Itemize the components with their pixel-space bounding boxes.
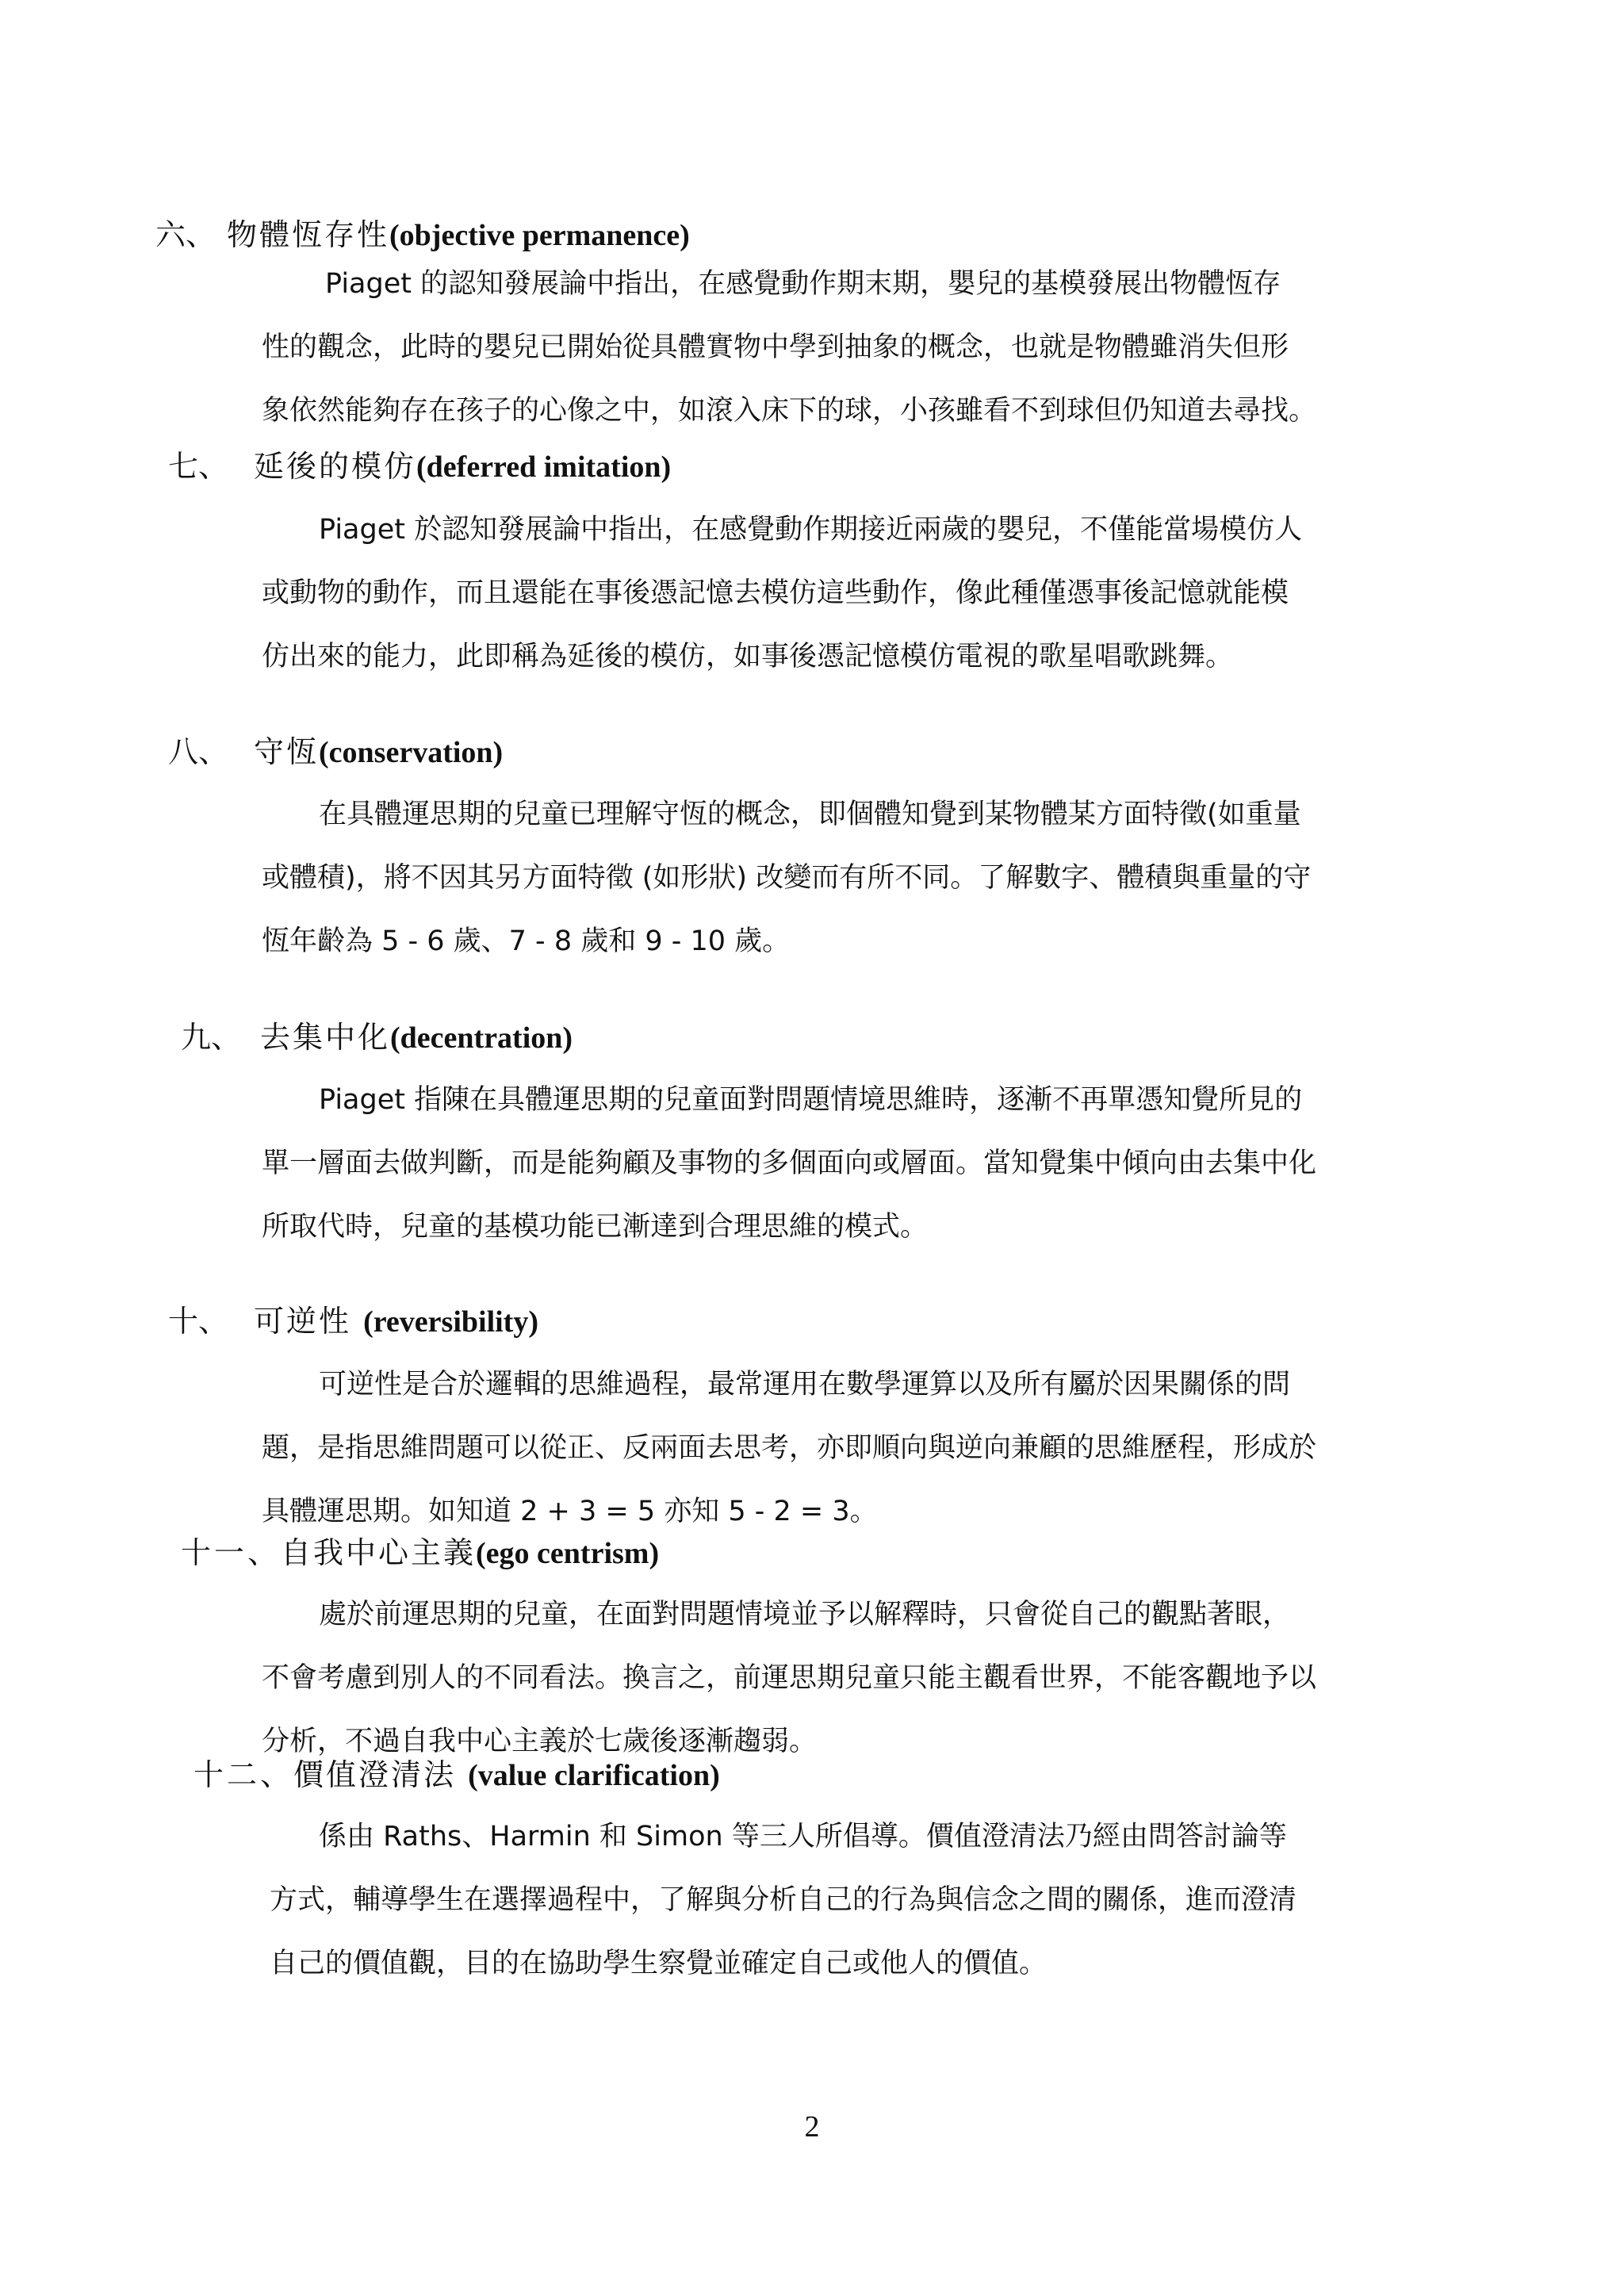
section-heading [168, 450, 671, 483]
section-number: 九、 [181, 1020, 242, 1055]
section-number: 八、 [168, 734, 229, 769]
section-title-english: (reversibility) [363, 1305, 538, 1339]
paragraph-line: 具體運思期。如知道 2 + 3 = 5 亦知 5 - 2 = 3。 [262, 1496, 878, 1527]
paragraph-line: Piaget 的認知發展論中指出，在感覺動作期末期，嬰兒的基模發展出物體恆存 [325, 268, 1281, 300]
section-title: 價值澄清法 [293, 1757, 469, 1792]
paragraph-line: 仿出來的能力，此即稱為延後的模仿，如事後憑記憶模仿電視的歌星唱歌跳舞。 [262, 641, 1234, 672]
section-paragraph [262, 1583, 1316, 1773]
page-number: 2 [804, 2110, 820, 2144]
section-title: 去集中化 [260, 1020, 391, 1055]
section-heading [168, 1305, 538, 1338]
section-paragraph [262, 498, 1302, 688]
section-title: 自我中心主義 [281, 1535, 477, 1570]
section-title: 守恆 [254, 734, 320, 769]
paragraph-line: 性的觀念，此時的嬰兒已開始從具體實物中學到抽象的概念，也就是物體雖消失但形 [262, 331, 1289, 363]
paragraph-line: Piaget 指陳在具體運思期的兒童面對問題情境思維時，逐漸不再單憑知覺所見的 [319, 1084, 1303, 1116]
paragraph-line: 自己的價值觀，目的在協助學生察覺並確定自己或他人的價值。 [270, 1948, 1048, 1979]
section-paragraph [262, 1068, 1316, 1259]
section-title-english: (value clarification) [468, 1759, 720, 1792]
paragraph-line: 可逆性是合於邏輯的思維過程，最常運用在數學運算以及所有屬於因果關係的問 [319, 1369, 1291, 1400]
section-number: 十、 [168, 1304, 229, 1339]
section-paragraph [262, 252, 1316, 443]
section-number: 十二、 [193, 1757, 294, 1792]
section-heading [168, 736, 503, 768]
section-heading [181, 1021, 573, 1054]
section-heading [193, 1759, 720, 1791]
section-title: 延後的模仿 [254, 449, 417, 484]
paragraph-line: 方式，輔導學生在選擇過程中，了解與分析自己的行為與信念之間的關係，進而澄清 [270, 1884, 1297, 1916]
paragraph-line: 或體積)，將不因其另方面特徵 (如形狀) 改變而有所不同。了解數字、體積與重量的守 [262, 862, 1312, 894]
paragraph-line: 不會考慮到別人的不同看法。換言之，前運思期兒童只能主觀看世界，不能客觀地予以 [262, 1662, 1317, 1694]
section-title: 可逆性 [254, 1304, 364, 1339]
section-number: 七、 [168, 449, 229, 484]
section-title-english: (decentration) [390, 1021, 573, 1055]
section-title-english: (objective permanence) [389, 219, 690, 252]
paragraph-line: 或動物的動作，而且還能在事後憑記憶去模仿這些動作，像此種僅憑事後記憶就能模 [262, 577, 1289, 609]
paragraph-line: 在具體運思期的兒童已理解守恆的概念，即個體知覺到某物體某方面特徵(如重量 [319, 799, 1301, 830]
section-title-english: (ego centrism) [476, 1537, 660, 1570]
section-number: 十一、 [181, 1535, 282, 1570]
section-paragraph [262, 783, 1311, 973]
paragraph-line: 題，是指思維問題可以從正、反兩面去思考，亦即順向與逆向兼顧的思維歷程，形成於 [262, 1432, 1317, 1464]
paragraph-line: 象依然能夠存在孩子的心像之中，如滾入床下的球，小孩雖看不到球但仍知道去尋找。 [262, 395, 1317, 427]
paragraph-line: 係由 Raths、Harmin 和 Simon 等三人所倡導。價值澄清法乃經由問答討論等 [319, 1821, 1287, 1852]
paragraph-line: 單一層面去做判斷，而是能夠顧及事物的多個面向或層面。當知覺集中傾向由去集中化 [262, 1148, 1317, 1179]
paragraph-line: 處於前運思期的兒童，在面對問題情境並予以解釋時，只會從自己的觀點著眼， [319, 1599, 1291, 1630]
section-title-english: (deferred imitation) [416, 450, 672, 484]
section-paragraph [262, 1353, 1316, 1543]
paragraph-line: 所取代時，兒童的基模功能已漸達到合理思維的模式。 [262, 1211, 929, 1243]
section-heading [181, 1537, 659, 1569]
section-title: 物體恆存性 [227, 217, 390, 252]
paragraph-line: 分析，不過自我中心主義於七歲後逐漸趨弱。 [262, 1726, 818, 1757]
section-title-english: (conservation) [319, 736, 504, 769]
section-number: 六、 [155, 217, 216, 252]
paragraph-line: 恆年齡為 5 - 6 歲、7 - 8 歲和 9 - 10 歲。 [262, 925, 791, 957]
paragraph-line: Piaget 於認知發展論中指出，在感覺動作期接近兩歲的嬰兒，不僅能當場模仿人 [319, 514, 1303, 546]
section-heading [155, 219, 690, 251]
section-paragraph [270, 1805, 1297, 1995]
